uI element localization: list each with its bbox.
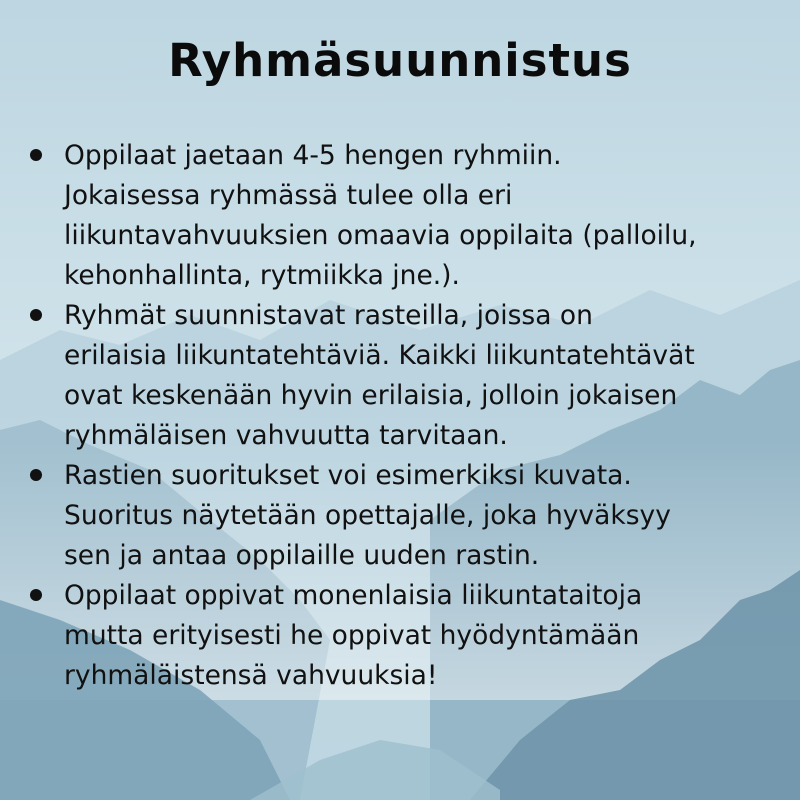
bullet-item [0,456,800,576]
bullet-line: Jokaisessa ryhmässä tulee olla eri [64,180,513,211]
bullet-line: ovat keskenään hyvin erilaisia, jolloin jokaisen [64,380,678,411]
bullet-dot-icon [30,469,42,481]
bullet-dot-icon [30,309,42,321]
bullet-line: kehonhallinta, rytmiikka jne.). [64,260,460,291]
bullet-item [0,576,800,696]
bullet-line: Oppilaat jaetaan 4-5 hengen ryhmiin. [64,140,562,171]
bullet-dot-icon [30,589,42,601]
bullet-dot-icon [30,149,42,161]
bullet-list [0,136,800,696]
page-title: Ryhmäsuunnistus [168,34,632,87]
bullet-line: erilaisia liikuntatehtäviä. Kaikki liikuntatehtävät [64,340,695,371]
bullet-line: mutta erityisesti he oppivat hyödyntämään [64,620,640,651]
bullet-line: Ryhmät suunnistavat rasteilla, joissa on [64,300,593,331]
bullet-line: ryhmäläisen vahvuutta tarvitaan. [64,420,508,451]
bullet-line: liikuntavahvuuksien omaavia oppilaita (palloilu, [64,220,697,251]
bullet-line: Oppilaat oppivat monenlaisia liikuntataitoja [64,580,643,611]
bullet-line: sen ja antaa oppilaille uuden rastin. [64,540,540,571]
bullet-item [0,136,800,296]
bullet-item [0,296,800,456]
bullet-line: Suoritus näytetään opettajalle, joka hyväksyy [64,500,671,531]
bullet-line: ryhmäläistensä vahvuuksia! [64,660,438,691]
bullet-line: Rastien suoritukset voi esimerkiksi kuvata. [64,460,632,491]
